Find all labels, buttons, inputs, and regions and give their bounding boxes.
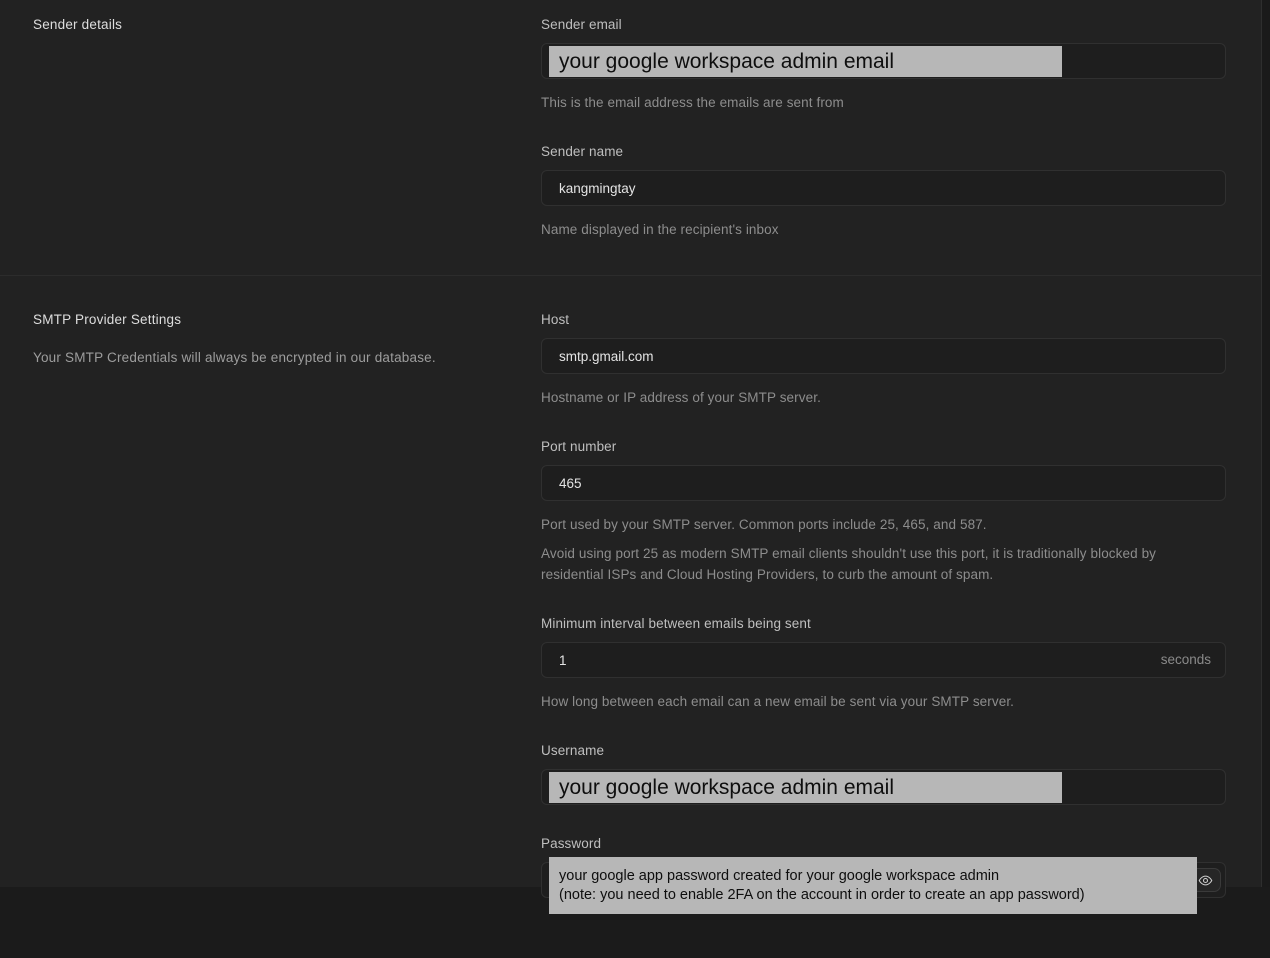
- interval-input[interactable]: [541, 642, 1226, 678]
- sender-name-input[interactable]: [541, 170, 1226, 206]
- redaction-password-line2: (note: you need to enable 2FA on the account in order to create an app password): [559, 887, 1085, 903]
- host-helper: Hostname or IP address of your SMTP server.: [541, 390, 821, 405]
- smtp-provider-fields: [541, 312, 1226, 903]
- host-input[interactable]: [541, 338, 1226, 374]
- sender-email-label: Sender email: [541, 17, 622, 32]
- port-label: Port number: [541, 439, 617, 454]
- host-input-wrap: [541, 338, 1226, 374]
- redaction-overlay-username: your google workspace admin email: [549, 772, 1062, 803]
- sender-email-helper: This is the email address the emails are sent from: [541, 95, 844, 110]
- sender-email-group: [541, 17, 1226, 113]
- smtp-provider-subheading: Your SMTP Credentials will always be encrypted in our database.: [33, 350, 436, 365]
- interval-input-wrap: [541, 642, 1226, 678]
- port-input[interactable]: [541, 465, 1226, 501]
- port-helper-warning: Avoid using port 25 as modern SMTP email clients shouldn't use this port, it is traditionally blocked by residential ISPs and Cloud Hosting Providers, to curb the amount of spam.: [541, 546, 1157, 582]
- username-group: [541, 743, 1226, 805]
- host-label: Host: [541, 312, 570, 327]
- interval-label: Minimum interval between emails being sent: [541, 616, 811, 631]
- sender-details-section: [0, 0, 1261, 275]
- password-label: Password: [541, 836, 602, 851]
- password-input-wrap: [541, 862, 1226, 903]
- port-group: [541, 439, 1226, 585]
- eye-icon: [1198, 873, 1213, 888]
- redaction-overlay-sender-email: your google workspace admin email: [549, 46, 1062, 77]
- sender-name-label: Sender name: [541, 144, 624, 159]
- redaction-overlay-password: [549, 857, 1197, 914]
- redaction-password-line1: your google app password created for your google workspace admin: [559, 868, 1000, 884]
- password-group: [541, 836, 1226, 903]
- smtp-provider-section: [0, 275, 1261, 958]
- sender-name-helper: Name displayed in the recipient's inbox: [541, 222, 779, 237]
- port-input-wrap: [541, 465, 1226, 501]
- smtp-provider-heading: SMTP Provider Settings: [33, 312, 182, 327]
- host-group: [541, 312, 1226, 408]
- sender-details-fields: [541, 17, 1226, 240]
- sender-email-input-wrap: [541, 43, 1226, 79]
- interval-helper: How long between each email can a new email be sent via your SMTP server.: [541, 694, 1015, 709]
- scrollbar-gutter[interactable]: [1262, 0, 1270, 887]
- smtp-provider-left-column: [33, 312, 541, 898]
- sender-details-heading: Sender details: [33, 17, 123, 32]
- username-label: Username: [541, 743, 605, 758]
- username-input-wrap: [541, 769, 1226, 805]
- port-helper: Port used by your SMTP server. Common ports include 25, 465, and 587.: [541, 517, 987, 532]
- sender-name-group: [541, 144, 1226, 240]
- interval-unit-suffix: seconds: [1160, 652, 1211, 667]
- interval-group: [541, 616, 1226, 712]
- sender-name-input-wrap: [541, 170, 1226, 206]
- sender-details-left-column: [33, 17, 541, 240]
